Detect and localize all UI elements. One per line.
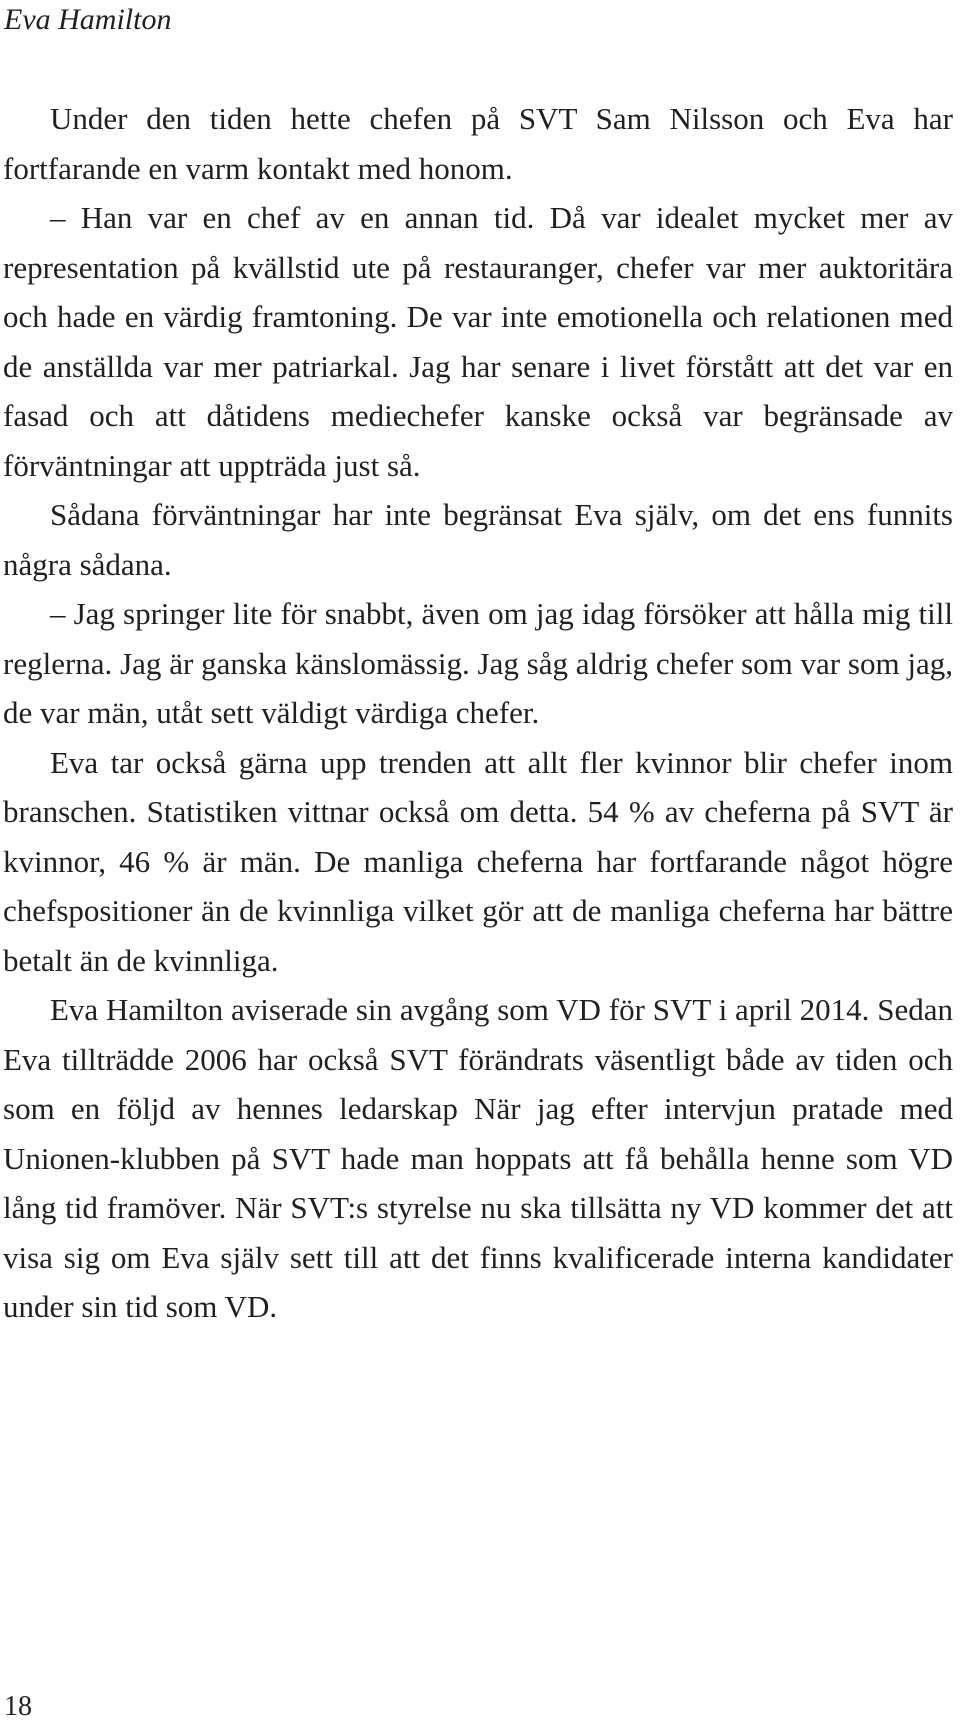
paragraph: – Jag springer lite för snabbt, även om jag idag försöker att hålla mig till reglerna. Jag är ganska känslomässig. Jag såg aldrig chefer som var som jag, de var män, utåt sett väldigt värdiga chefer. — [3, 596, 953, 730]
paragraph: – Han var en chef av en annan tid. Då var idealet mycket mer av representation på kvällstid ute på restauranger, chefer var mer auktoritära och hade en värdig framtoning. De var inte emotionella och relationen med de anställda var mer patriarkal. Jag har senare i livet förstått att det var en fasad och att dåtidens mediechefer kanske också var begränsade av förväntningar att uppträda just så. — [3, 200, 953, 483]
paragraph: Eva tar också gärna upp trenden att allt fler kvinnor blir chefer inom branschen. Statistiken vittnar också om detta. 54 % av cheferna på SVT är kvinnor, 46 % är män. De manliga cheferna har fortfarande något högre chefspositioner än de kvinnliga vilket gör att de manliga cheferna har bättre betalt än de kvinnliga. — [3, 744, 953, 978]
paragraph: Under den tiden hette chefen på SVT Sam Nilsson och Eva har fortfarande en varm kontakt med honom. — [3, 101, 953, 186]
page-number: 18 — [4, 1691, 32, 1722]
paragraph: Eva Hamilton aviserade sin avgång som VD för SVT i april 2014. Sedan Eva tillträdde 2006 har också SVT förändrats väsentligt både av tiden och som en följd av hennes ledarskap När jag efter intervjun pratade med Unionen-klubben på SVT hade man hoppats att få behålla henne som VD lång tid framöver. När SVT:s styrelse nu ska tillsätta ny VD kommer det att visa sig om Eva själv sett till att det finns kvalificerade interna kandidater under sin tid som VD. — [3, 992, 953, 1324]
paragraph: Sådana förväntningar har inte begränsat Eva själv, om det ens funnits några sådana. — [3, 497, 953, 582]
body-text — [3, 94, 953, 1332]
running-head: Eva Hamilton — [4, 3, 172, 36]
